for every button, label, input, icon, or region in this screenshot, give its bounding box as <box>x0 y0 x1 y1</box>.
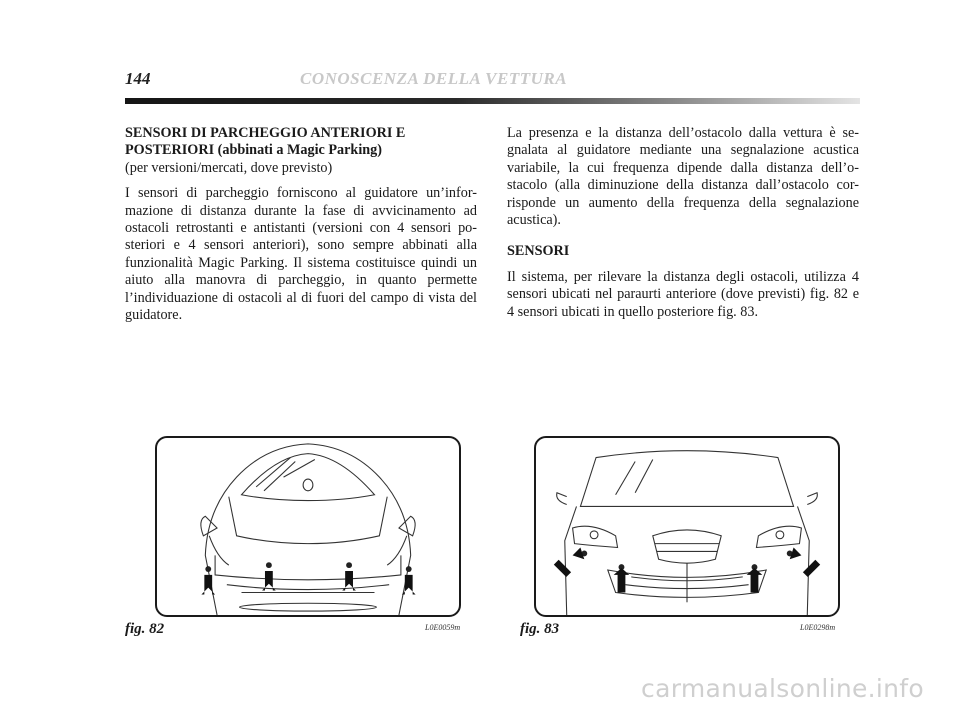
rear-car-illustration <box>157 438 459 615</box>
left-column <box>125 125 477 332</box>
sensors-subheading: SENSORI <box>507 243 570 260</box>
header-rule <box>125 98 860 104</box>
heading-note: (per versioni/mercati, dove previsto) <box>125 159 333 176</box>
figure-82-rear-car <box>155 436 461 617</box>
heading-line-2: POSTERIORI (abbinati a Magic Parking) <box>125 142 382 159</box>
sensors-paragraph: Il sistema, per rilevare la distanza degli ostacoli, utilizza 4 sensori ubicati nel paraurti anteriore (dove previsti) fig. 82 e 4 sensori ubicati in quello posteriore fig. 83. <box>507 268 859 320</box>
section-title: CONOSCENZA DELLA VETTURA <box>300 69 568 88</box>
signal-paragraph: La presenza e la distanza dell’ostacolo dalla vettura è se-gnalata al guidatore mediante una segnalazione acustica variabile, la cui frequenza dipende dalla distanza dell’o-stacolo (alla diminuzione della distanza dall’ostacolo cor-risponde un aumento della frequenza della segnalazione acustica). <box>507 125 859 229</box>
figure-83-code: L0E0298m <box>800 623 836 632</box>
watermark: carmanualsonline.info <box>641 674 924 703</box>
figure-82-code: L0E0059m <box>425 623 461 632</box>
figure-83-front-car <box>534 436 840 617</box>
section-heading <box>125 125 477 177</box>
right-column <box>507 125 859 329</box>
page-number: 144 <box>125 69 151 88</box>
front-car-illustration <box>536 438 838 615</box>
figure-83-caption: fig. 83 <box>520 621 560 637</box>
intro-paragraph: I sensori di parcheggio forniscono al guidatore un’infor-mazione di distanza durante la fase di avvicinamento ad ostacoli retrostanti e antistanti (versioni con 4 sensori po-steriori e 4 sensori anteriori), sono sempre abbinati alla funzionalità Magic Parking. Il sistema costituisce quindi un aiuto alla manovra di parcheggio, in quanto permette l’individuazione di ostacoli al di fuori del campo di vista del guidatore. <box>125 185 477 324</box>
heading-line-1: SENSORI DI PARCHEGGIO ANTERIORI E <box>125 125 406 141</box>
figure-82-caption: fig. 82 <box>125 621 165 637</box>
